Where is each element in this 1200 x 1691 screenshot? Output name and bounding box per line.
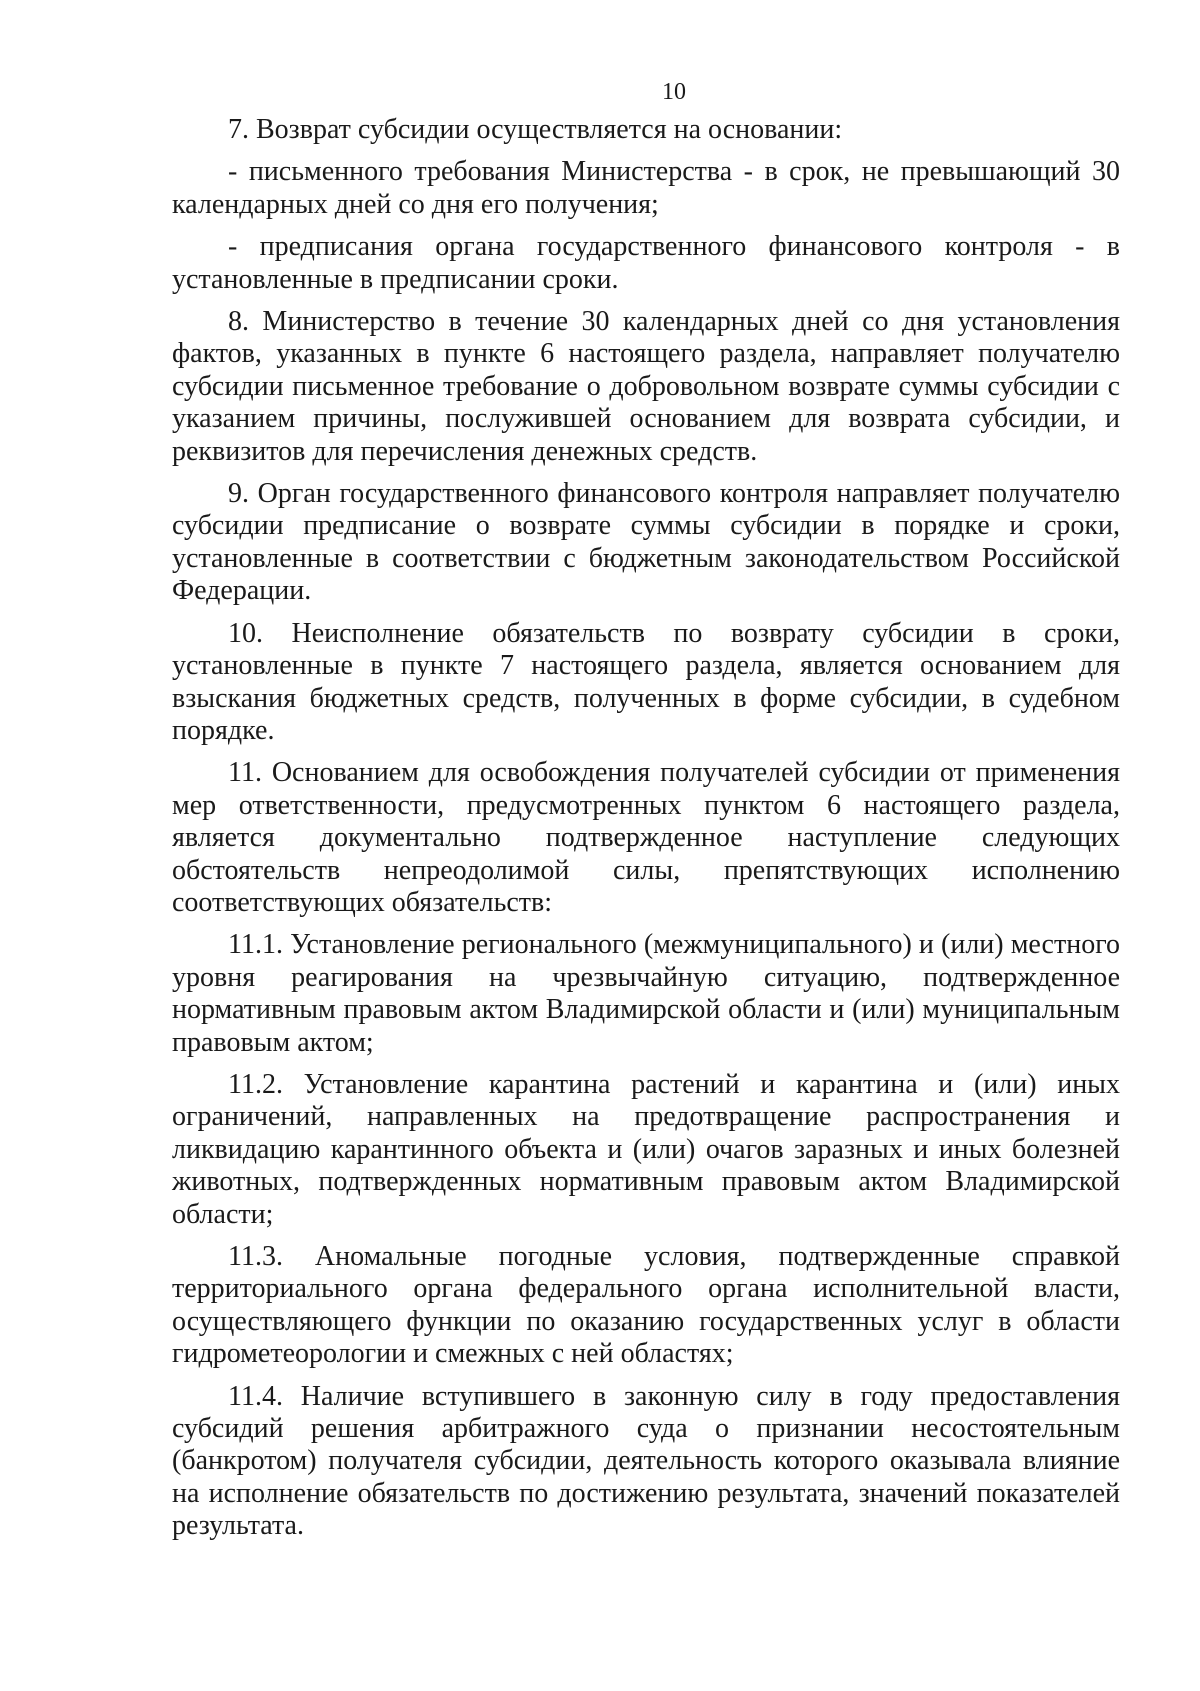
document-body	[172, 114, 1120, 1553]
page-number: 10	[662, 79, 686, 105]
paragraph-11-2: 11.2. Установление карантина растений и карантина и (или) иных ограничений, направленных на предотвращение распространения и ликвидацию карантинного объекта и (или) очагов заразных и иных болезней животных, подтвержденных нормативным правовым актом Владимирской области;	[172, 1068, 1120, 1230]
paragraph-11-3: 11.3. Аномальные погодные условия, подтвержденные справкой территориального органа федерального органа исполнительной власти, осуществляющего функции по оказанию государственных услуг в области гидрометеорологии и смежных с ней областях;	[172, 1241, 1120, 1370]
paragraph-9: 9. Орган государственного финансового контроля направляет получателю субсидии предписание о возврате суммы субсидии в порядке и сроки, установленные в соответствии с бюджетным законодательством Российской Федерации.	[172, 478, 1120, 607]
paragraph-10: 10. Неисполнение обязательств по возврату субсидии в сроки, установленные в пункте 7 настоящего раздела, является основанием для взыскания бюджетных средств, полученных в форме субсидии, в судебном порядке.	[172, 617, 1120, 746]
paragraph-11-1: 11.1. Установление регионального (межмуниципального) и (или) местного уровня реагирования на чрезвычайную ситуацию, подтвержденное нормативным правовым актом Владимирской области и (или) муниципальным правовым актом;	[172, 929, 1120, 1058]
paragraph-7-item-1: - письменного требования Министерства - в срок, не превышающий 30 календарных дней со дня его получения;	[172, 156, 1120, 220]
paragraph-7-item-2: - предписания органа государственного финансового контроля - в установленные в предписании сроки.	[172, 231, 1120, 295]
paragraph-11-4: 11.4. Наличие вступившего в законную силу в году предоставления субсидий решения арбитражного суда о признании несостоятельным (банкротом) получателя субсидии, деятельность которого оказывала влияние на исполнение обязательств по достижению результата, значений показателей результата.	[172, 1380, 1120, 1542]
paragraph-11: 11. Основанием для освобождения получателей субсидии от применения мер ответственности, предусмотренных пунктом 6 настоящего раздела, является документально подтвержденное наступление следующих обстоятельств непреодолимой силы, препятствующих исполнению соответствующих обязательств:	[172, 757, 1120, 918]
paragraph-7: 7. Возврат субсидии осуществляется на основании:	[228, 114, 843, 145]
paragraph-8: 8. Министерство в течение 30 календарных дней со дня установления фактов, указанных в пункте 6 настоящего раздела, направляет получателю субсидии письменное требование о добровольном возврате суммы субсидии с указанием причины, послужившей основанием для возврата субсидии, и реквизитов для перечисления денежных средств.	[172, 306, 1120, 467]
